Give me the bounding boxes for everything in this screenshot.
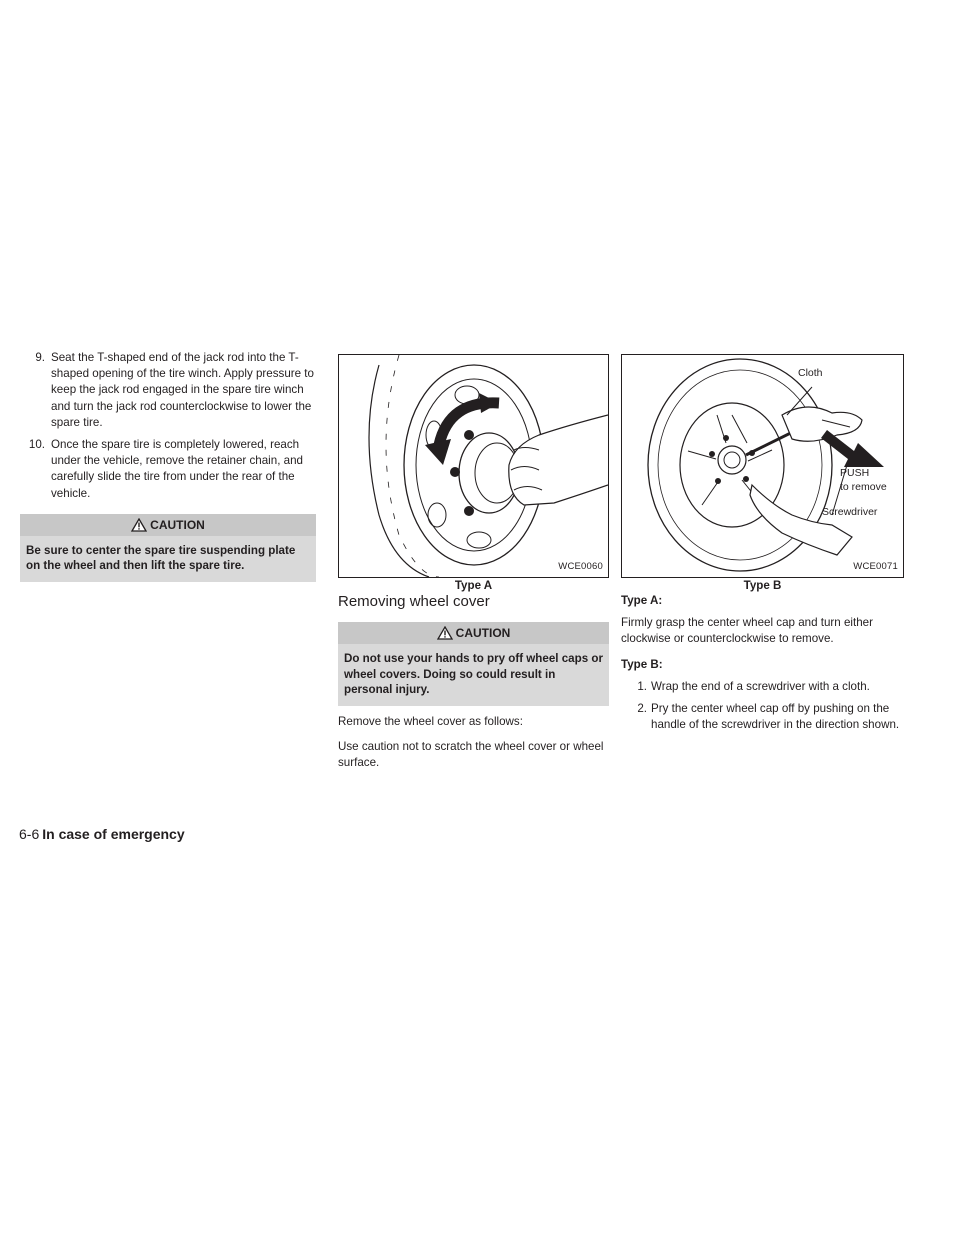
label-screwdriver: Screwdriver (822, 506, 878, 518)
caution-header: CAUTION (20, 514, 316, 536)
wheel-cover-type-a-illustration (339, 355, 608, 577)
section-title: Removing wheel cover (338, 593, 490, 610)
step-9: 9. Seat the T-shaped end of the jack rod into the T-shaped opening of the tire winch. Apply pressure to keep the jack rod engaged in the spare tire winch and turn the jack rod counterclockwise to lower the spare tire. (35, 351, 314, 429)
caution-header: CAUTION (338, 622, 609, 644)
page-footer (19, 826, 185, 842)
figure-type-a (338, 354, 609, 578)
warning-triangle-icon (437, 626, 453, 640)
section-name: In case of emergency (42, 826, 185, 842)
figure-caption: Type A (454, 579, 493, 592)
column-right (621, 354, 904, 739)
type-a-heading: Type A: (621, 594, 663, 607)
column-left (20, 350, 316, 582)
caution-box-wheel-cover (338, 622, 609, 706)
paragraph: Use caution not to scratch the wheel cover or wheel surface. (338, 739, 604, 770)
rotation-arrow-icon (425, 439, 451, 465)
step-10: 10. Once the spare tire is completely lowered, reach under the vehicle, remove the retainer chain, and carefully slide the tire from under the rear of the vehicle. (28, 438, 303, 500)
type-b-steps (621, 679, 904, 734)
type-b-heading: Type B: (621, 657, 663, 671)
caution-box-spare-tire (20, 514, 316, 582)
column-middle (338, 354, 609, 780)
step-2: 2. Pry the center wheel cap off by pushing on the handle of the screwdriver in the direction shown. (637, 702, 900, 732)
type-a-text: Firmly grasp the center wheel cap and turn either clockwise or counterclockwise to remove. (621, 616, 873, 646)
caution-text: Be sure to center the spare tire suspending plate on the wheel and then lift the spare tire. (26, 543, 296, 573)
label-push: PUSH (840, 467, 870, 479)
warning-triangle-icon (131, 518, 147, 532)
figure-caption: Type B (743, 579, 782, 592)
figure-code: WCE0071 (853, 560, 898, 572)
figure-type-b (621, 354, 904, 578)
wheel-cover-type-b-illustration (622, 355, 903, 577)
figure-code: WCE0060 (558, 560, 603, 572)
step-1: 1. Wrap the end of a screwdriver with a cloth. (637, 679, 870, 693)
label-to-remove: to remove (840, 481, 887, 493)
caution-text: Do not use your hands to pry off wheel caps or wheel covers. Doing so could result in personal injury. (344, 652, 603, 697)
label-cloth: Cloth (798, 367, 823, 379)
procedure-steps (20, 350, 316, 502)
page-number: 6-6 (19, 826, 40, 842)
paragraph: Remove the wheel cover as follows: (338, 714, 523, 728)
